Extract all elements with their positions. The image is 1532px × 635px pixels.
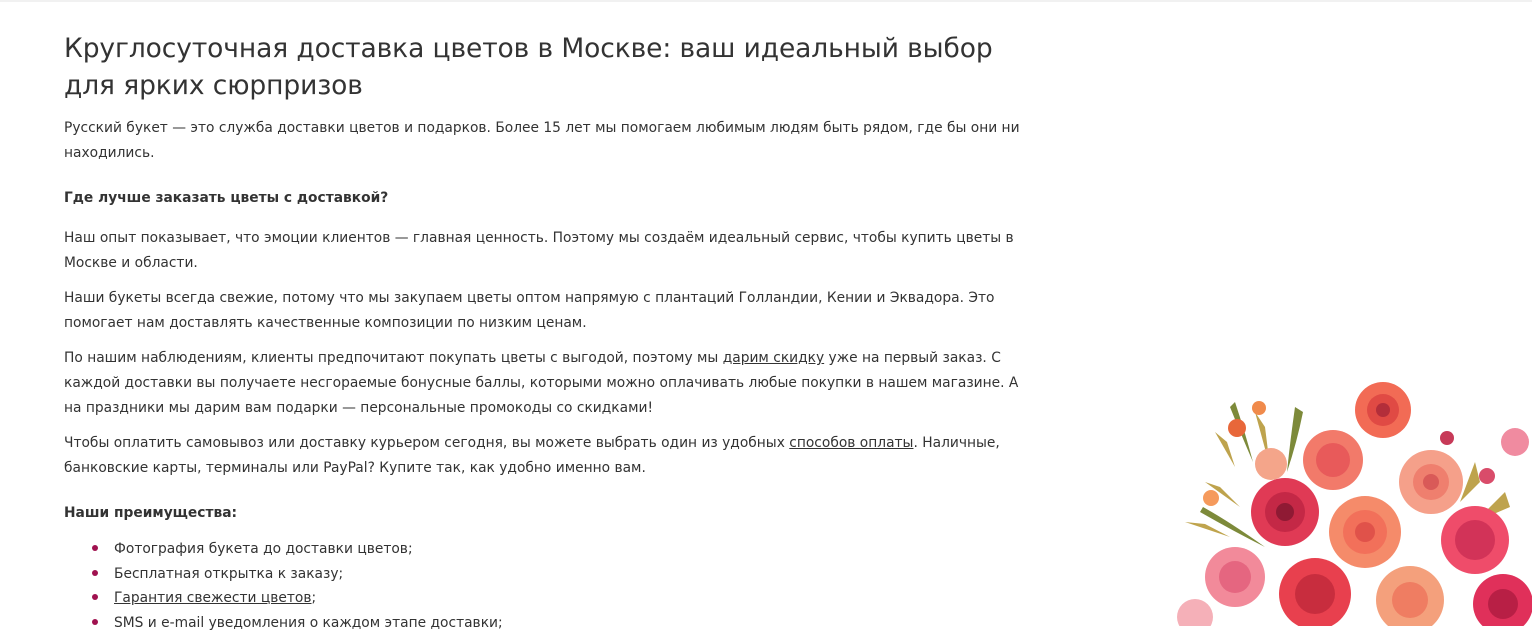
list-item [114, 562, 1039, 587]
advantage-text: Фотография букета до доставки цветов; [114, 541, 413, 557]
advantages-heading: Наши преимущества: [64, 501, 1039, 526]
bullet-icon [92, 545, 98, 551]
list-item [114, 537, 1039, 562]
freshness-guarantee-link[interactable]: Гарантия свежести цветов [114, 590, 312, 606]
bullet-icon [92, 619, 98, 625]
article-intro: Русский букет — это служба доставки цветов и подарков. Более 15 лет мы помогаем любимым людям быть рядом, где бы они ни находились. [64, 116, 1039, 166]
section-heading-where-to-order: Где лучше заказать цветы с доставкой? [64, 186, 1039, 211]
top-divider [0, 0, 1532, 2]
paragraph-fresh-bouquets: Наши букеты всегда свежие, потому что мы закупаем цветы оптом напрямую с плантаций Голландии, Кении и Эквадора. Это помогает нам доставлять качественные композиции по низким ценам. [64, 286, 1039, 336]
seo-article [64, 30, 1039, 635]
bullet-icon [92, 570, 98, 576]
advantage-text: Бесплатная открытка к заказу; [114, 566, 343, 582]
advantage-text: SMS и e-mail уведомления о каждом этапе доставки; [114, 615, 503, 631]
paragraph-discount-text-after: уже на первый заказ. С каждой доставки вы получаете несгораемые бонусные баллы, которыми можно оплачивать любые покупки в нашем магазине. А на праздники мы дарим вам подарки — персональные промокоды со скидками! [64, 350, 1018, 416]
flower-bouquet-image [1175, 372, 1532, 626]
paragraph-payment-text-after: . Наличные, банковские карты, терминалы или PayPal? Купите так, как удобно именно вам. [64, 435, 1000, 476]
discount-link[interactable]: дарим скидку [723, 350, 824, 366]
paragraph-payment [64, 431, 1039, 481]
article-title: Круглосуточная доставка цветов в Москве: ваш идеальный выбор для ярких сюрпризов [64, 30, 1039, 104]
payment-methods-link[interactable]: способов оплаты [789, 435, 913, 451]
bullet-icon [92, 594, 98, 600]
list-item [114, 611, 1039, 635]
paragraph-payment-text-before: Чтобы оплатить самовывоз или доставку курьером сегодня, вы можете выбрать один из удобных [64, 435, 789, 451]
paragraph-discount-text-before: По нашим наблюдениям, клиенты предпочитают покупать цветы с выгодой, поэтому мы [64, 350, 723, 366]
advantage-text-after: ; [312, 590, 317, 606]
paragraph-emotions: Наш опыт показывает, что эмоции клиентов — главная ценность. Поэтому мы создаём идеальный сервис, чтобы купить цветы в Москве и области. [64, 226, 1039, 276]
paragraph-discount [64, 346, 1039, 421]
advantages-list [64, 537, 1039, 635]
list-item [114, 586, 1039, 611]
